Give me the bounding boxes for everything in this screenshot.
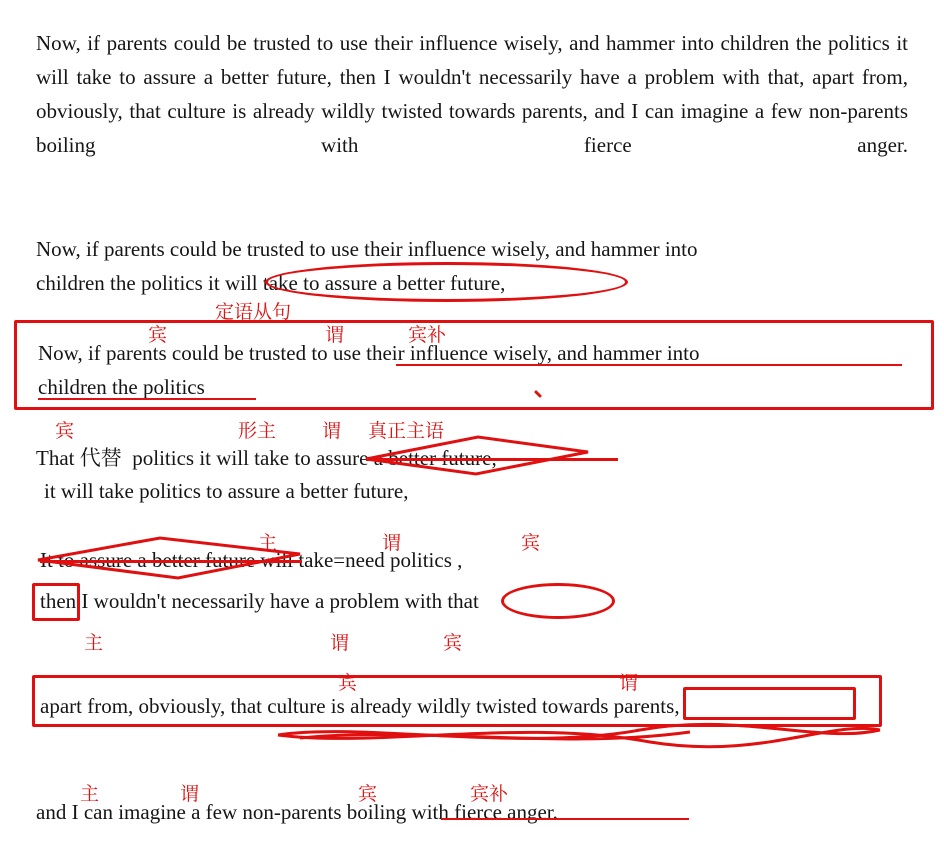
annotation-label-wei-4: 谓 [330,632,350,654]
annotation-label-wei-2: 谓 [322,420,342,442]
annotation-label-zhu-1: 主 [258,532,278,554]
line-it-will-take: it will take politics to assure a better future, [44,479,409,503]
annotation-box-towards-parents [683,687,856,720]
line-repeat-1a: Now, if parents could be trusted to use their influence wisely, and hammer into [36,237,698,261]
annotation-label-dingyucongju: 定语从句 [215,301,292,323]
annotation-label-binbu-1: 宾补 [408,324,447,346]
annotation-label-bin-4: 宾 [443,632,463,654]
annotation-label-wei-3: 谓 [382,532,402,554]
line-that-substitute: That 代替 politics it will take to assure a better future, [36,446,497,470]
line-it-assure: It to assure a better future will take=need politics , [40,548,463,572]
line-then-i-wouldnt: then I wouldn't necessarily have a problem with that [40,589,479,613]
line-repeat-2a: Now, if parents could be trusted to use their influence wisely, and hammer into [38,341,700,365]
annotation-label-wei-5: 谓 [619,672,639,694]
annotation-label-wei-6: 谓 [180,783,200,805]
annotation-label-bin-6: 宾 [358,783,378,805]
annotation-label-bin-1: 宾 [148,324,168,346]
line-repeat-2b: children the politics [38,375,205,399]
annotation-label-zhu-2: 主 [84,632,104,654]
paragraph-original: Now, if parents could be trusted to use their influence wisely, and hammer into children the politics it will take to assure a better future, then I wouldn't necessarily have a problem with that, apart from, obviously, that culture is already wildly twisted towards parents, and I can imagine a few non-parents boiling with fierce anger. [36,31,908,157]
annotation-label-bin-2: 宾 [55,420,75,442]
annotation-ellipse-with-that [501,583,615,619]
annotation-label-bin-3: 宾 [521,532,541,554]
annotation-label-zhenzhengzhuyu: 真正主语 [368,420,445,442]
annotation-label-binbu-2: 宾补 [470,783,509,805]
line-repeat-1b: children the politics it will take to assure a better future, [36,271,506,295]
annotation-label-zhu-3: 主 [80,783,100,805]
annotation-label-bin-5: 宾 [338,672,358,694]
annotation-label-xingzhu: 形主 [238,420,277,442]
line-and-i-can-imagine: and I can imagine a few non-parents boiling with fierce anger. [36,800,558,824]
annotation-label-wei-1: 谓 [325,324,345,346]
line-apart-from: apart from, obviously, that culture is already wildly twisted towards parents, [40,694,680,718]
